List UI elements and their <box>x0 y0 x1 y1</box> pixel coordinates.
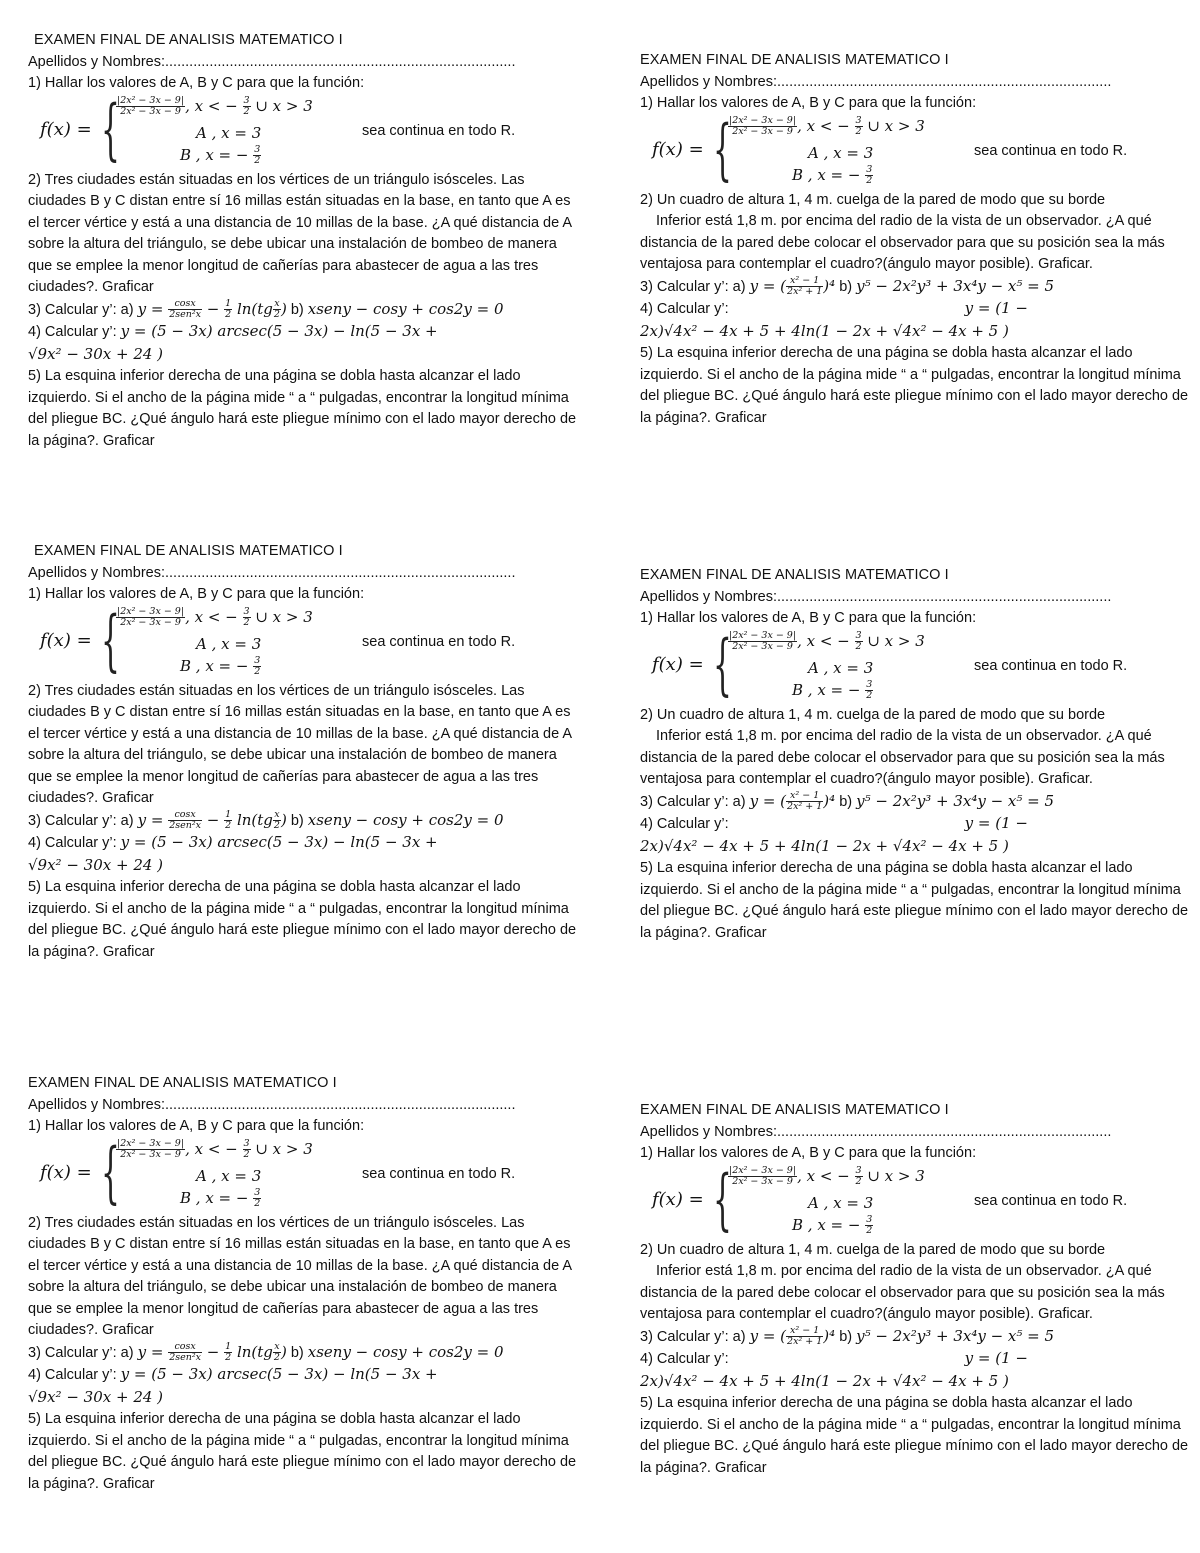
q5: 5) La esquina inferior derecha de una página se dobla hasta alcanzar el lado izquierdo. Si el ancho de la página mide “ a “ pulgadas, encontrar la longitud mínima del pliegue BC. ¿Qué ángulo hará este pliegue mínimo con el lado mayor derecho de la página?. Graficar <box>28 1411 577 1492</box>
q2: 2) Un cuadro de altura 1, 4 m. cuelga de la pared de modo que su borde <box>640 706 1106 723</box>
q1-intro: 1) Hallar los valores de A, B y C para que la función: <box>640 95 977 111</box>
q1-intro: 1) Hallar los valores de A, B y C para que la función: <box>640 610 977 626</box>
case-1: $\frac{\text{|2x² − 3x − 9|}}{\text{2x² − 3x − 9}}$ , x < − $\frac{3}{2}$ ∪ x > 3 <box>117 95 313 117</box>
q5: 5) La esquina inferior derecha de una página se dobla hasta alcanzar el lado izquierdo. Si el ancho de la página mide “ a “ pulgadas, encontrar la longitud mínima del pliegue BC. ¿Qué ángulo hará este pliegue mínimo con el lado mayor derecho de la página?. Graficar <box>28 368 577 449</box>
brace-icon: { <box>713 110 732 188</box>
q4-cont: √9x² − 30x + 24 ) <box>28 1387 164 1406</box>
names-line: Apellidos y Nombres:....................................................................................... <box>28 1096 516 1113</box>
q2: 2) Un cuadro de altura 1, 4 m. cuelga de la pared de modo que su borde <box>640 191 1106 208</box>
case-1: $\frac{\text{|2x² − 3x − 9|}}{\text{2x² − 3x − 9}}$ , x < − $\frac{3}{2}$ ∪ x > 3 <box>117 606 313 628</box>
function-lhs: f(x) = <box>652 138 704 160</box>
names-line: Apellidos y Nombres:....................................................................................... <box>28 564 516 581</box>
names-line: Apellidos y Nombres:................................................................................... <box>640 588 1112 605</box>
function-note: sea continua en todo R. <box>362 122 516 139</box>
q3: 3) Calcular y’: a) y = $\frac{\cos x}{\text{2sen²x}}$ − $\frac{1}{2}$ ln(tg $\frac{x}{2}$ ) b) xseny − cosy + cos2y = 0 <box>28 809 504 832</box>
q4-cont: 2x)√4x² − 4x + 5 + 4ln(1 − 2x + √4x² − 4x + 5 ) <box>640 321 1009 340</box>
names-line: Apellidos y Nombres:................................................................................... <box>640 1123 1112 1140</box>
exam-title: EXAMEN FINAL DE ANALISIS MATEMATICO I <box>640 567 949 583</box>
function-lhs: f(x) = <box>40 1161 92 1183</box>
function-note: sea continua en todo R. <box>974 657 1128 674</box>
case-3: B , x = − $\frac{3}{2}$ <box>792 164 873 186</box>
case-3: B , x = − $\frac{3}{2}$ <box>180 655 261 677</box>
case-1: $\frac{\text{|2x² − 3x − 9|}}{\text{2x² − 3x − 9}}$ , x < − $\frac{3}{2}$ ∪ x > 3 <box>729 1165 925 1187</box>
function-lhs: f(x) = <box>40 118 92 140</box>
piecewise-function <box>640 1160 1190 1238</box>
case-3: B , x = − $\frac{3}{2}$ <box>792 679 873 701</box>
q3: 3) Calcular y’: a) y = ( $\frac{\text{x² − 1}}{\text{2x² + 1}}$ )⁴ b) y⁵ − 2x²y³ + 3x⁴y − x⁵ = 5 <box>640 275 1055 298</box>
q4-cont: √9x² − 30x + 24 ) <box>28 344 164 363</box>
exam-left-1 <box>28 30 578 452</box>
q4: 4) Calcular y’: y = (1 − <box>640 299 1028 317</box>
case-3: B , x = − $\frac{3}{2}$ <box>792 1214 873 1236</box>
exam-title: EXAMEN FINAL DE ANALISIS MATEMATICO I <box>640 52 949 68</box>
exam-title: EXAMEN FINAL DE ANALISIS MATEMATICO I <box>28 1075 337 1091</box>
case-2: A , x = 3 <box>196 123 262 142</box>
q1-intro: 1) Hallar los valores de A, B y C para que la función: <box>28 75 365 91</box>
q1-intro: 1) Hallar los valores de A, B y C para que la función: <box>640 1145 977 1161</box>
piecewise-function <box>28 90 578 168</box>
exam-right-2 <box>640 565 1190 944</box>
exam-right-3 <box>640 1100 1190 1479</box>
q2: 2) Tres ciudades están situadas en los vértices de un triángulo isósceles. Las ciudades B y C distan entre sí 16 millas están situadas en la base, en tanto que A es el tercer vértice y está a una distancia de 10 millas de la base. ¿A qué distancia de A sobre la altura del triángulo, se debe ubicar una instalación de bombeo de manera que se emplee la menor longitud de cañerías para abastecer de agua a las tres ciudades?. Graficar <box>28 171 572 295</box>
brace-icon: { <box>101 601 120 679</box>
function-note: sea continua en todo R. <box>362 633 516 650</box>
brace-icon: { <box>101 1133 120 1211</box>
q4: 4) Calcular y’: y = (5 − 3x) arcsec(5 − 3x) − ln(5 − 3x + <box>28 833 438 851</box>
function-note: sea continua en todo R. <box>362 1165 516 1182</box>
q4-cont: 2x)√4x² − 4x + 5 + 4ln(1 − 2x + √4x² − 4x + 5 ) <box>640 836 1009 855</box>
q5: 5) La esquina inferior derecha de una página se dobla hasta alcanzar el lado izquierdo. Si el ancho de la página mide “ a “ pulgadas, encontrar la longitud mínima del pliegue BC. ¿Qué ángulo hará este pliegue mínimo con el lado mayor derecho de la página?. Graficar <box>640 860 1189 941</box>
function-note: sea continua en todo R. <box>974 1192 1128 1209</box>
q2-cont: Inferior está 1,8 m. por encima del radio de la vista de un observador. ¿A qué distancia de la pared debe colocar el observador para que su posición sea la más ventajosa para contemplar el cuadro?(ángulo mayor posible). Graficar. <box>640 1263 1165 1322</box>
q4-cont: √9x² − 30x + 24 ) <box>28 855 164 874</box>
names-line: Apellidos y Nombres:................................................................................... <box>640 73 1112 90</box>
case-2: A , x = 3 <box>808 658 874 677</box>
function-lhs: f(x) = <box>652 1188 704 1210</box>
q5: 5) La esquina inferior derecha de una página se dobla hasta alcanzar el lado izquierdo. Si el ancho de la página mide “ a “ pulgadas, encontrar la longitud mínima del pliegue BC. ¿Qué ángulo hará este pliegue mínimo con el lado mayor derecho de la página?. Graficar <box>28 879 577 960</box>
q4: 4) Calcular y’: y = (1 − <box>640 1349 1028 1367</box>
q1-intro: 1) Hallar los valores de A, B y C para que la función: <box>28 586 365 602</box>
piecewise-function <box>28 1133 578 1211</box>
brace-icon: { <box>713 1160 732 1238</box>
q2-cont: Inferior está 1,8 m. por encima del radio de la vista de un observador. ¿A qué distancia de la pared debe colocar el observador para que su posición sea la más ventajosa para contemplar el cuadro?(ángulo mayor posible). Graficar. <box>640 213 1165 272</box>
exam-right-1 <box>640 50 1190 429</box>
q1-intro: 1) Hallar los valores de A, B y C para que la función: <box>28 1118 365 1134</box>
names-line: Apellidos y Nombres:....................................................................................... <box>28 53 516 70</box>
case-3: B , x = − $\frac{3}{2}$ <box>180 1187 261 1209</box>
q4: 4) Calcular y’: y = (5 − 3x) arcsec(5 − 3x) − ln(5 − 3x + <box>28 1365 438 1383</box>
case-2: A , x = 3 <box>808 143 874 162</box>
q3: 3) Calcular y’: a) y = $\frac{\cos x}{\text{2sen²x}}$ − $\frac{1}{2}$ ln(tg $\frac{x}{2}$ ) b) xseny − cosy + cos2y = 0 <box>28 298 504 321</box>
brace-icon: { <box>713 625 732 703</box>
q2-cont: Inferior está 1,8 m. por encima del radio de la vista de un observador. ¿A qué distancia de la pared debe colocar el observador para que su posición sea la más ventajosa para contemplar el cuadro?(ángulo mayor posible). Graficar. <box>640 728 1165 787</box>
q4: 4) Calcular y’: y = (1 − <box>640 814 1028 832</box>
q3: 3) Calcular y’: a) y = $\frac{\cos x}{\text{2sen²x}}$ − $\frac{1}{2}$ ln(tg $\frac{x}{2}$ ) b) xseny − cosy + cos2y = 0 <box>28 1341 504 1364</box>
case-3: B , x = − $\frac{3}{2}$ <box>180 144 261 166</box>
exam-title: EXAMEN FINAL DE ANALISIS MATEMATICO I <box>34 32 343 48</box>
q5: 5) La esquina inferior derecha de una página se dobla hasta alcanzar el lado izquierdo. Si el ancho de la página mide “ a “ pulgadas, encontrar la longitud mínima del pliegue BC. ¿Qué ángulo hará este pliegue mínimo con el lado mayor derecho de la página?. Graficar <box>640 345 1189 426</box>
q5: 5) La esquina inferior derecha de una página se dobla hasta alcanzar el lado izquierdo. Si el ancho de la página mide “ a “ pulgadas, encontrar la longitud mínima del pliegue BC. ¿Qué ángulo hará este pliegue mínimo con el lado mayor derecho de la página?. Graficar <box>640 1395 1189 1476</box>
q2: 2) Tres ciudades están situadas en los vértices de un triángulo isósceles. Las ciudades B y C distan entre sí 16 millas están situadas en la base, en tanto que A es el tercer vértice y está a una distancia de 10 millas de la base. ¿A qué distancia de A sobre la altura del triángulo, se debe ubicar una instalación de bombeo de manera que se emplee la menor longitud de cañerías para abastecer de agua a las tres ciudades?. Graficar <box>28 1214 572 1338</box>
case-1: $\frac{\text{|2x² − 3x − 9|}}{\text{2x² − 3x − 9}}$ , x < − $\frac{3}{2}$ ∪ x > 3 <box>729 115 925 137</box>
function-lhs: f(x) = <box>652 653 704 675</box>
case-2: A , x = 3 <box>196 634 262 653</box>
brace-icon: { <box>101 90 120 168</box>
exam-title: EXAMEN FINAL DE ANALISIS MATEMATICO I <box>640 1102 949 1118</box>
exam-left-3 <box>28 1073 578 1495</box>
case-2: A , x = 3 <box>808 1193 874 1212</box>
q2: 2) Tres ciudades están situadas en los vértices de un triángulo isósceles. Las ciudades B y C distan entre sí 16 millas están situadas en la base, en tanto que A es el tercer vértice y está a una distancia de 10 millas de la base. ¿A qué distancia de A sobre la altura del triángulo, se debe ubicar una instalación de bombeo de manera que se emplee la menor longitud de cañerías para abastecer de agua a las tres ciudades?. Graficar <box>28 682 572 806</box>
function-lhs: f(x) = <box>40 629 92 651</box>
function-note: sea continua en todo R. <box>974 142 1128 159</box>
q4: 4) Calcular y’: y = (5 − 3x) arcsec(5 − 3x) − ln(5 − 3x + <box>28 322 438 340</box>
q3: 3) Calcular y’: a) y = ( $\frac{\text{x² − 1}}{\text{2x² + 1}}$ )⁴ b) y⁵ − 2x²y³ + 3x⁴y − x⁵ = 5 <box>640 790 1055 813</box>
piecewise-function <box>640 625 1190 703</box>
piecewise-function <box>28 601 578 679</box>
q4-cont: 2x)√4x² − 4x + 5 + 4ln(1 − 2x + √4x² − 4x + 5 ) <box>640 1371 1009 1390</box>
q3: 3) Calcular y’: a) y = ( $\frac{\text{x² − 1}}{\text{2x² + 1}}$ )⁴ b) y⁵ − 2x²y³ + 3x⁴y − x⁵ = 5 <box>640 1325 1055 1348</box>
piecewise-function <box>640 110 1190 188</box>
q2: 2) Un cuadro de altura 1, 4 m. cuelga de la pared de modo que su borde <box>640 1241 1106 1258</box>
exam-title: EXAMEN FINAL DE ANALISIS MATEMATICO I <box>34 543 343 559</box>
case-1: $\frac{\text{|2x² − 3x − 9|}}{\text{2x² − 3x − 9}}$ , x < − $\frac{3}{2}$ ∪ x > 3 <box>729 630 925 652</box>
case-2: A , x = 3 <box>196 1166 262 1185</box>
case-1: $\frac{\text{|2x² − 3x − 9|}}{\text{2x² − 3x − 9}}$ , x < − $\frac{3}{2}$ ∪ x > 3 <box>117 1138 313 1160</box>
exam-left-2 <box>28 541 578 963</box>
